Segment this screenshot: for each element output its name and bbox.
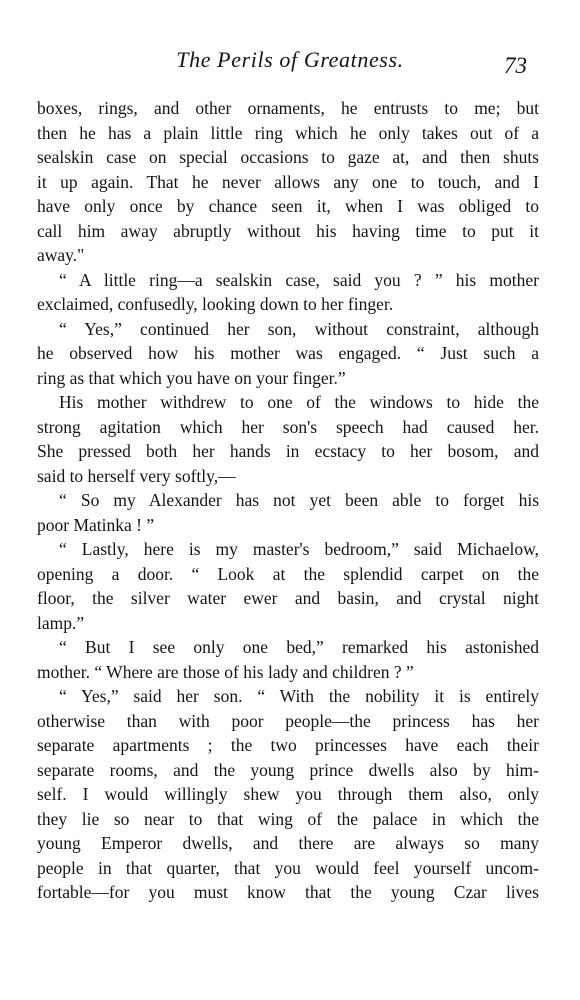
page-number: 73: [504, 53, 527, 78]
text-line: lamp.”: [37, 612, 85, 633]
text-line: exclaimed, confusedly, looking down to her finger.: [37, 294, 394, 314]
text-line: “ But I see only one bed,” remarked his astonished: [59, 637, 539, 657]
text-line: “ Lastly, here is my master's bedroom,” said Michaelow,: [59, 539, 539, 559]
text-line: sealskin case on special occasions to gaze at, and then shuts: [37, 147, 539, 167]
text-line: floor, the silver water ewer and basin, and crystal night: [37, 588, 539, 608]
text-line: he observed how his mother was engaged. “ Just such a: [37, 343, 539, 363]
text-line: opening a door. “ Look at the splendid carpet on the: [37, 563, 539, 584]
text-line: mother. “ Where are those of his lady and children ? ”: [37, 661, 414, 682]
text-line: poor Matinka ! ”: [37, 514, 155, 535]
text-line: “ Yes,” said her son. “ With the nobility it is entirely: [59, 686, 539, 706]
text-line: strong agitation which her son's speech had caused her.: [37, 416, 539, 437]
text-line: His mother withdrew to one of the windows to hide the: [59, 392, 539, 412]
text-line: they lie so near to that wing of the palace in which the: [37, 808, 539, 829]
text-line: have only once by chance seen it, when I was obliged to: [37, 196, 539, 216]
text-line: separate rooms, and the young prince dwells also by him-: [37, 759, 539, 780]
text-line: “ Yes,” continued her son, without constraint, although: [59, 318, 539, 339]
text-line: She pressed both her hands in ecstacy to her bosom, and: [37, 441, 539, 461]
text-line: boxes, rings, and other ornaments, he entrusts to me; but: [37, 98, 539, 118]
text-line: fortable—for you must know that the young Czar lives: [37, 882, 539, 902]
text-line: said to herself very softly,—: [37, 465, 236, 486]
text-line: ring as that which you have on your finger.”: [37, 367, 346, 388]
text-line: young Emperor dwells, and there are always so many: [37, 833, 539, 853]
running-title: The Perils of Greatness.: [176, 47, 404, 72]
text-line: otherwise than with poor people—the princess has her: [37, 710, 539, 731]
text-line: it up again. That he never allows any one to touch, and I: [37, 171, 539, 192]
text-line: people in that quarter, that you would feel yourself uncom-: [37, 857, 539, 878]
text-line: “ So my Alexander has not yet been able to forget his: [59, 490, 539, 510]
text-line: call him away abruptly without his having time to put it: [37, 220, 539, 241]
text-line: “ A little ring—a sealskin case, said you ? ” his mother: [59, 269, 539, 290]
text-line: separate apartments ; the two princesses have each their: [37, 735, 539, 755]
text-line: then he has a plain little ring which he only takes out of a: [37, 122, 539, 143]
text-line: self. I would willingly shew you through them also, only: [37, 784, 539, 804]
body-text: [37, 96, 539, 905]
text-line: away.": [37, 245, 85, 265]
